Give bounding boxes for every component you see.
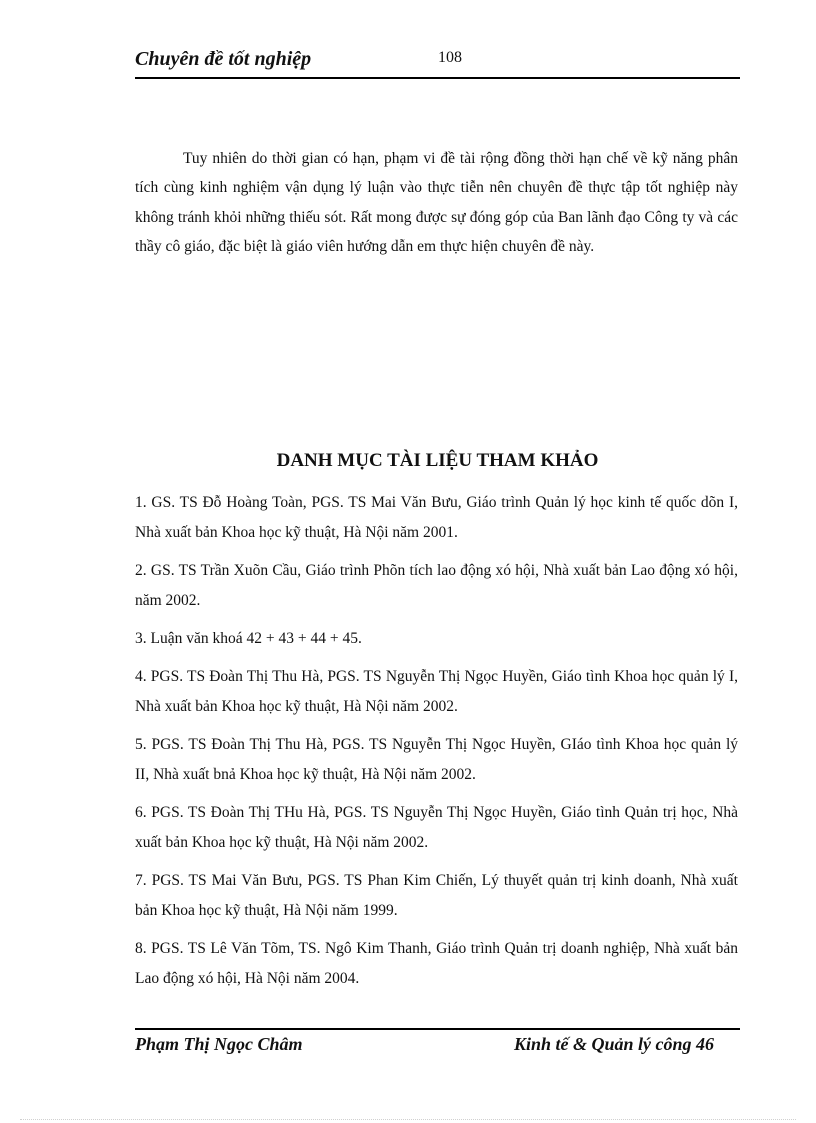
reference-item: 1. GS. TS Đỗ Hoàng Toàn, PGS. TS Mai Văn Bưu, Giáo trình Quản lý học kinh tế quốc dõn I, Nhà xuất bản Khoa học kỹ thuật, Hà Nội năm 2001. (135, 494, 738, 541)
reference-item: 7. PGS. TS Mai Văn Bưu, PGS. TS Phan Kim Chiến, Lý thuyết quản trị kinh doanh, Nhà xuất bản Khoa học kỹ thuật, Hà Nội năm 1999. (135, 872, 738, 919)
reference-item: 3. Luận văn khoá 42 + 43 + 44 + 45. (135, 630, 362, 647)
footer-class: Kinh tế & Quản lý công 46 (514, 1034, 715, 1054)
closing-paragraph: Tuy nhiên do thời gian có hạn, phạm vi đề tài rộng đồng thời hạn chế về kỹ năng phân tích cùng kinh nghiệm vận dụng lý luận vào thực tiễn nên chuyên đề thực tập tốt nghiệp này không tránh khỏi những thiếu sót. Rất mong được sự đóng góp của Ban lãnh đạo Công ty và các thầy cô giáo, đặc biệt là giáo viên hướng dẫn em thực hiện chuyên đề này. (135, 149, 738, 255)
reference-item: 2. GS. TS Trần Xuõn Cầu, Giáo trình Phõn tích lao động xó hội, Nhà xuất bản Lao động xó hội, năm 2002. (135, 562, 738, 609)
header-rule (135, 77, 740, 79)
references-heading: DANH MỤC TÀI LIỆU THAM KHẢO (276, 450, 599, 471)
reference-item: 6. PGS. TS Đoàn Thị THu Hà, PGS. TS Nguyễn Thị Ngọc Huyền, Giáo tình Quản trị học, Nhà xuất bản Khoa học kỹ thuật, Hà Nội năm 2002. (135, 804, 738, 851)
footer-author: Phạm Thị Ngọc Châm (135, 1034, 303, 1054)
footer-rule (135, 1028, 740, 1030)
reference-item: 8. PGS. TS Lê Văn Tõm, TS. Ngô Kim Thanh, Giáo trình Quản trị doanh nghiệp, Nhà xuất bản Lao động xó hội, Hà Nội năm 2004. (135, 940, 738, 987)
page-edge-divider (20, 1119, 796, 1120)
page-number: 108 (438, 49, 462, 66)
reference-item: 4. PGS. TS Đoàn Thị Thu Hà, PGS. TS Nguyễn Thị Ngọc Huyền, Giáo tình Khoa học quản lý I, Nhà xuất bản Khoa học kỹ thuật, Hà Nội năm 2002. (135, 668, 738, 715)
header-title: Chuyên đề tốt nghiệp (135, 48, 312, 70)
reference-item: 5. PGS. TS Đoàn Thị Thu Hà, PGS. TS Nguyễn Thị Ngọc Huyền, GIáo tình Khoa học quản lý II, Nhà xuất bnả Khoa học kỹ thuật, Hà Nội năm 2002. (135, 736, 738, 783)
references-list (135, 488, 738, 1002)
